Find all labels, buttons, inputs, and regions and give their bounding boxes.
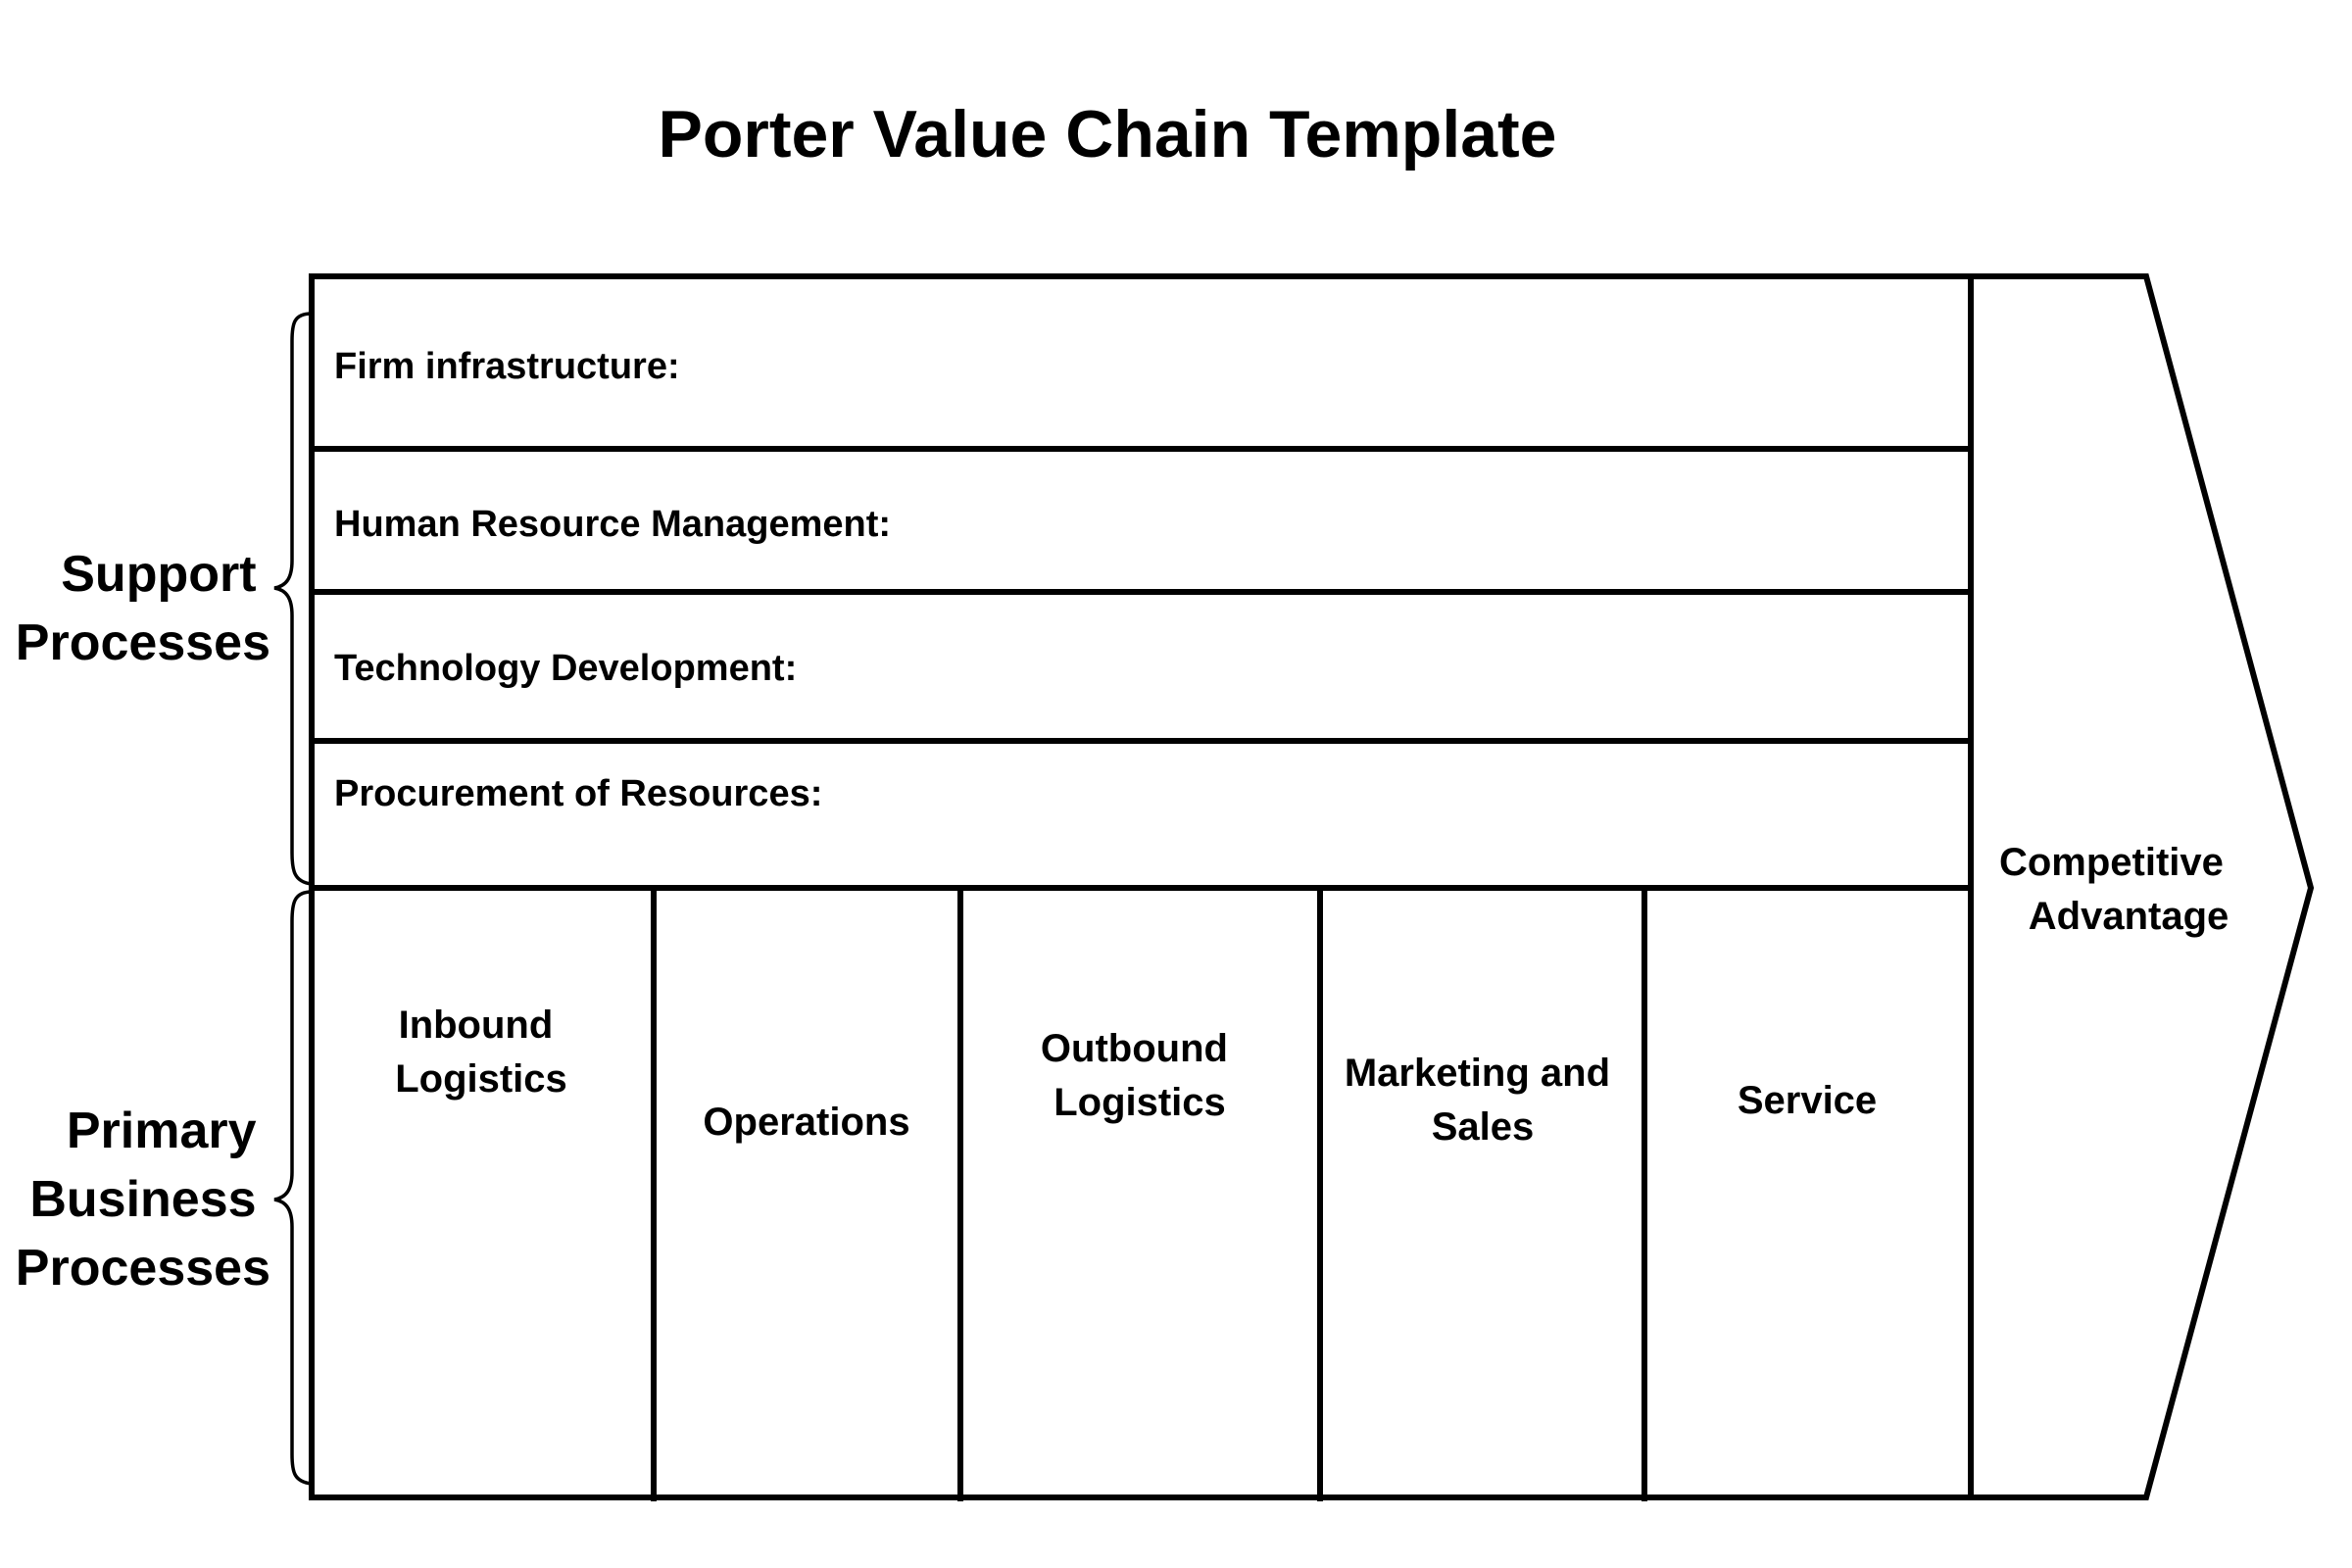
competitive-advantage-line: Advantage — [2028, 895, 2230, 938]
support-activity-procurement: Procurement of Resources: — [334, 773, 823, 814]
primary-activity-line: Sales — [1431, 1105, 1535, 1149]
group-label-line: Support — [61, 546, 257, 603]
primary-activity-service — [1738, 1079, 1877, 1122]
support-activity-human-resource-management: Human Resource Management: — [334, 504, 892, 545]
primary-business-processes-label — [16, 1102, 270, 1297]
primary-activity-line: Operations — [703, 1101, 910, 1144]
competitive-advantage-line: Competitive — [1998, 841, 2224, 884]
primary-brace — [274, 892, 312, 1484]
group-label-line: Business — [29, 1171, 257, 1228]
primary-activity-inbound-logistics — [395, 1004, 567, 1101]
primary-activity-line: Inbound — [398, 1004, 554, 1047]
primary-activity-operations — [703, 1101, 909, 1144]
support-activity-technology-development: Technology Development: — [334, 648, 798, 689]
competitive-advantage-label — [1999, 841, 2234, 938]
support-processes-label — [16, 546, 270, 671]
primary-activity-line: Service — [1737, 1079, 1878, 1122]
primary-activity-outbound-logistics — [1041, 1027, 1239, 1124]
primary-activity-line: Logistics — [1054, 1081, 1226, 1124]
support-brace — [274, 314, 312, 884]
page-title: Porter Value Chain Template — [658, 97, 1557, 172]
group-label-line: Primary — [66, 1102, 257, 1159]
primary-activity-line: Logistics — [395, 1057, 567, 1101]
group-label-line: Processes — [15, 1240, 270, 1297]
primary-activity-line: Outbound — [1040, 1027, 1228, 1070]
primary-activity-line: Marketing and — [1344, 1052, 1611, 1095]
support-activity-firm-infrastructure: Firm infrastructure: — [334, 346, 680, 387]
group-label-line: Processes — [15, 614, 270, 671]
primary-activity-marketing-and-sales — [1345, 1052, 1621, 1149]
